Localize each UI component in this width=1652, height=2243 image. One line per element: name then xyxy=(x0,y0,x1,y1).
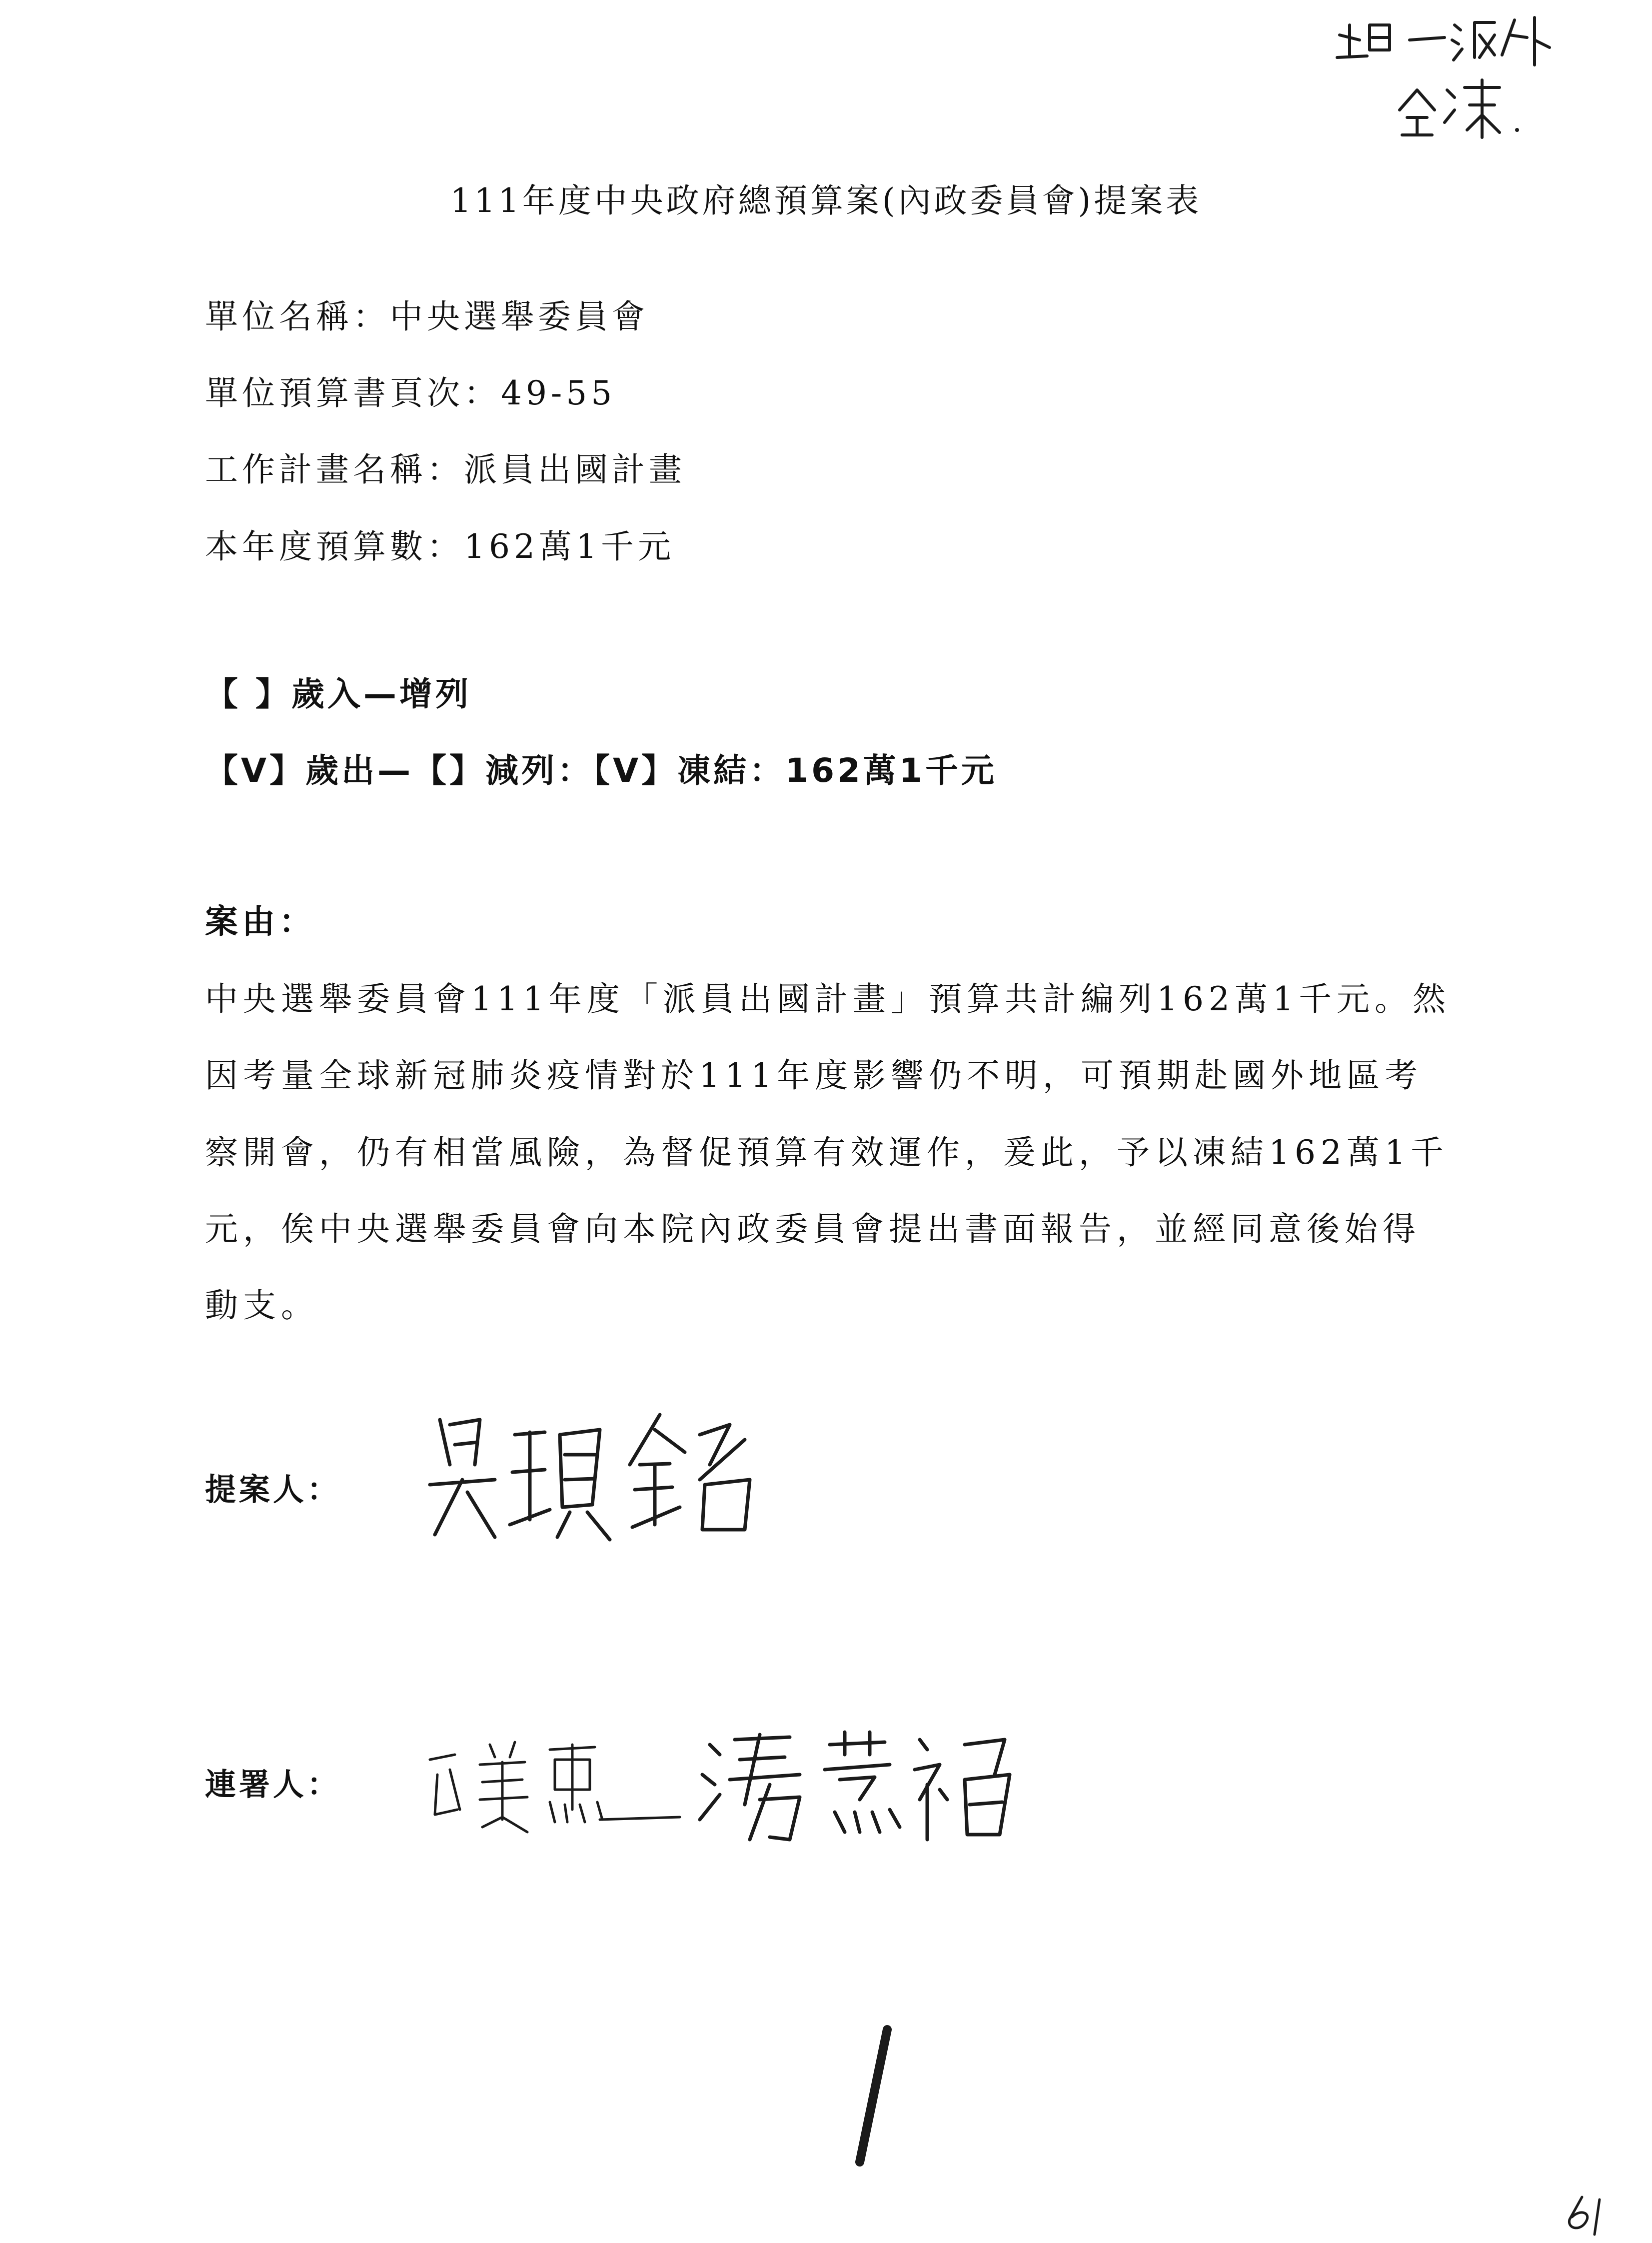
expenditure-option-row: 【V】歲出—【】減列：【V】凍結：162萬1千元 xyxy=(205,751,997,790)
reason-text-line: 察開會，仍有相當風險，為督促預算有效運作，爰此，予以凍結162萬1千 xyxy=(205,1133,1449,1172)
unit-name: 單位名稱：中央選舉委員會 xyxy=(205,297,649,336)
cosigner-signatures xyxy=(420,1715,1080,1865)
work-plan-name: 工作計畫名稱：派員出國計畫 xyxy=(205,450,686,489)
reason-heading: 案由： xyxy=(205,902,316,941)
annual-budget-amount: 本年度預算數：162萬1千元 xyxy=(205,527,675,566)
budget-book-pages: 單位預算書頁次：49-55 xyxy=(205,374,616,412)
reason-text-line: 因考量全球新冠肺炎疫情對於111年度影響仍不明，可預期赴國外地區考 xyxy=(205,1056,1423,1095)
handwritten-note-signature xyxy=(1330,10,1590,140)
revenue-option-row: 【 】歲入—增列 xyxy=(205,675,471,713)
document-title: 111年度中央政府總預算案(內政委員會)提案表 xyxy=(450,181,1202,220)
reason-text-line: 元，俟中央選舉委員會向本院內政委員會提出書面報告，並經同意後始得 xyxy=(205,1210,1421,1248)
proposer-signature xyxy=(420,1405,800,1555)
proposer-label: 提案人： xyxy=(205,1471,341,1508)
reason-text-line: 動支。 xyxy=(205,1286,319,1325)
cosigner-label: 連署人： xyxy=(205,1766,341,1803)
page-number-mark xyxy=(840,2020,910,2175)
reason-text-line: 中央選舉委員會111年度「派員出國計畫」預算共計編列162萬1千元。然 xyxy=(205,980,1451,1018)
corner-mark xyxy=(1560,2190,1620,2240)
